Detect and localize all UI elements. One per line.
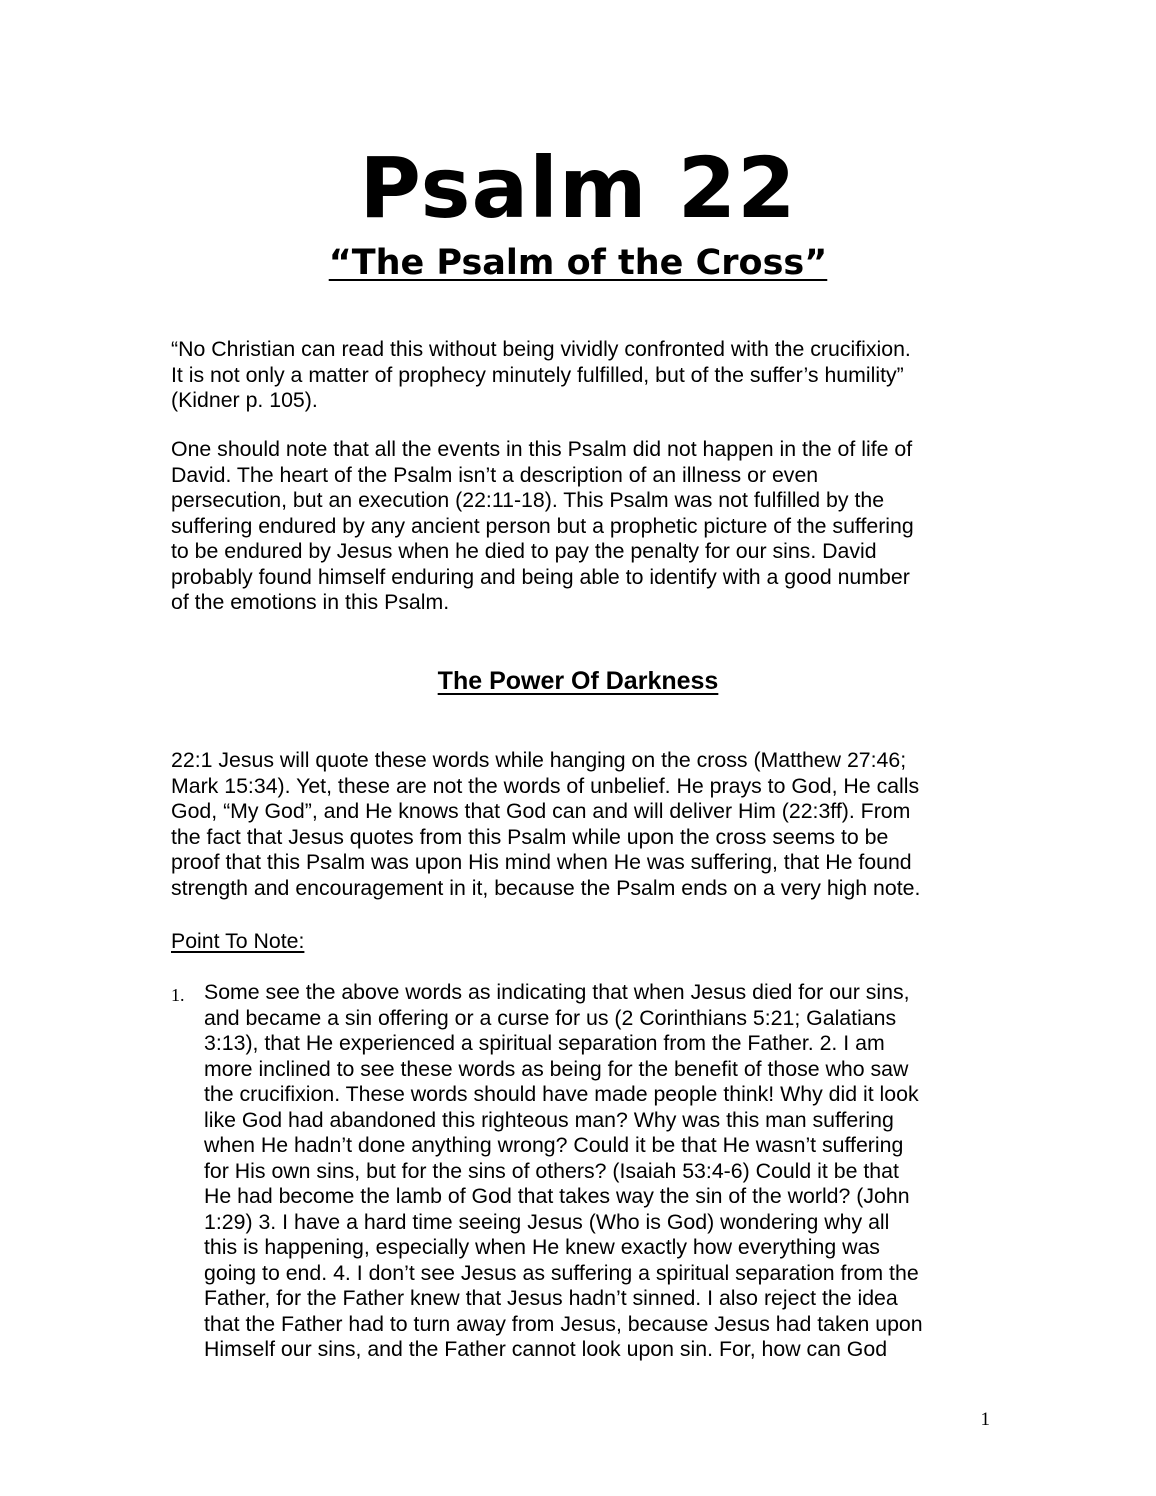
- section-heading-text: The Power Of Darkness: [437, 667, 719, 695]
- intro-paragraph: One should note that all the events in this Psalm did not happen in the of life of David. The heart of the Psalm isn’t a description of an illness or even persecution, but an execution (22:11-18). This Psalm was not fulfilled by the suffering endured by any ancient person but a prophetic picture of the suffering to be endured by Jesus when he died to pay the penalty for our sins. David probably found himself enduring and being able to identify with a good number of the emotions in this Psalm.: [171, 437, 914, 614]
- section-heading: [0, 665, 1156, 697]
- subtitle-text: “The Psalm of the Cross”: [328, 243, 828, 283]
- list-item-text: Some see the above words as indicating that when Jesus died for our sins, and became a sin offering or a curse for us (2 Corinthians 5:21; Galatians 3:13), that He experienced a spiritual separation from the Father. 2. I am more inclined to see these words as being for the benefit of those who saw the crucifixion. These words should have made people think! Why did it look like God had abandoned this righteous man? Why was this man suffering when He hadn’t done anything wrong? Could it be that He wasn’t suffering for His own sins, but for the sins of others? (Isaiah 53:4-6) Could it be that He had become the lamb of God that takes way the sin of the world? (John 1:29) 3. I have a hard time seeing Jesus (Who is God) wondering why all this is happening, especially when He knew exactly how everything was going to end. 4. I don’t see Jesus as suffering a spiritual separation from the Father, for the Father knew that Jesus hadn’t sinned. I also reject the idea that the Father had to turn away from Jesus, because Jesus had taken upon Himself our sins, and the Father cannot look upon sin. For, how can God: [204, 980, 923, 1361]
- list-item-number: 1.: [171, 985, 185, 1005]
- point-to-note-label: Point To Note:: [171, 929, 305, 953]
- page-subtitle: [0, 240, 1156, 286]
- page-number: 1: [980, 1409, 990, 1430]
- page-title: Psalm 22: [359, 139, 797, 237]
- intro-quote: “No Christian can read this without being vividly confronted with the crucifixion. It is not only a matter of prophecy minutely fulfilled, but of the suffer’s humility” (Kidner p. 105).: [171, 337, 911, 412]
- verse-paragraph: 22:1 Jesus will quote these words while hanging on the cross (Matthew 27:46; Mark 15:34). Yet, these are not the words of unbelief. He prays to God, He calls God, “My God”, and He knows that God can and will deliver Him (22:3ff). From the fact that Jesus quotes from this Psalm while upon the cross seems to be proof that this Psalm was upon His mind when He was suffering, that He found strength and encouragement in it, because the Psalm ends on a very high note.: [171, 748, 921, 900]
